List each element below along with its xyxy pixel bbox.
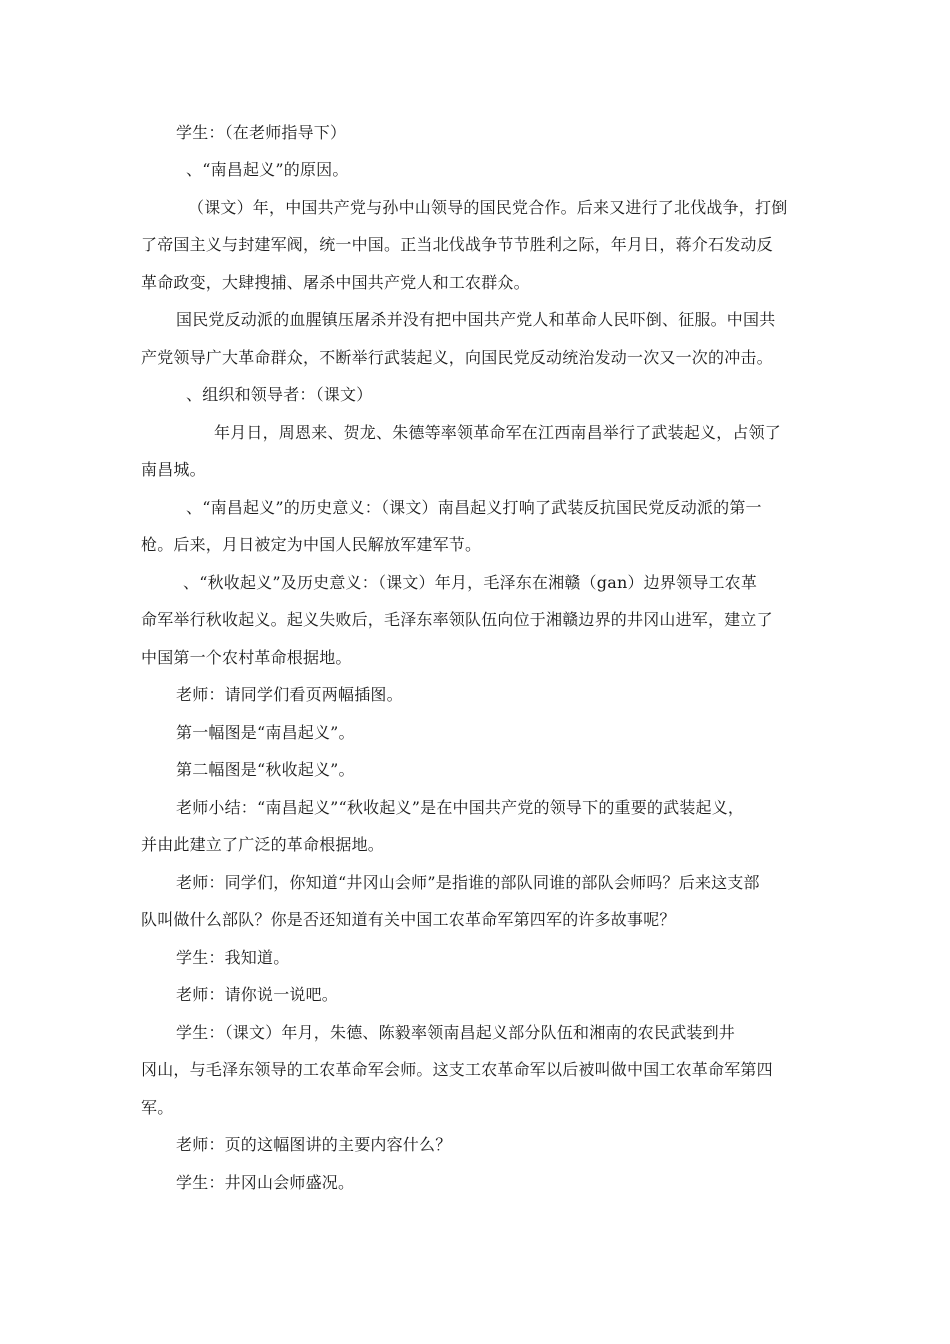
text-line: 并由此建立了广泛的革命根据地。 — [141, 835, 385, 854]
text-line: 学生：（在老师指导下） — [176, 123, 347, 142]
text-line: （课文）年，中国共产党与孙中山领导的国民党合作。后来又进行了北伐战争，打倒 — [188, 198, 788, 217]
text-line: 老师小结：“南昌起义”“秋收起义”是在中国共产党的领导下的重要的武装起义， — [176, 798, 745, 817]
text-line: 产党领导广大革命群众，不断举行武装起义，向国民党反动统治发动一次又一次的冲击。 — [141, 348, 773, 367]
text-line: 枪。后来，月日被定为中国人民解放军建军节。 — [141, 535, 482, 554]
text-line: 命军举行秋收起义。起义失败后，毛泽东率领队伍向位于湘赣边界的井冈山进军，建立了 — [141, 610, 773, 629]
text-line: 学生：我知道。 — [176, 948, 290, 967]
text-line: 、“南昌起义”的原因。 — [186, 160, 349, 179]
text-line: 第二幅图是“秋收起义”。 — [176, 760, 355, 779]
text-line: 中国第一个农村革命根据地。 — [141, 648, 352, 667]
text-line: 军。 — [141, 1098, 174, 1117]
text-line: 老师：请你说一说吧。 — [176, 985, 339, 1004]
text-line: 、“南昌起义”的历史意义：（课文）南昌起义打响了武装反抗国民党反动派的第一 — [186, 498, 762, 517]
text-line: 、组织和领导者：（课文） — [186, 385, 373, 404]
text-line: 学生：（课文）年月，朱德、陈毅率领南昌起义部分队伍和湘南的农民武装到井 — [176, 1023, 736, 1042]
text-line: 国民党反动派的血腥镇压屠杀并没有把中国共产党人和革命人民吓倒、征服。中国共 — [176, 310, 776, 329]
text-line: 老师：请同学们看页两幅插图。 — [176, 685, 403, 704]
text-line: 南昌城。 — [141, 460, 206, 479]
text-line: 老师：同学们，你知道“井冈山会师”是指谁的部队同谁的部队会师吗？后来这支部 — [176, 873, 760, 892]
text-line: 年月日，周恩来、贺龙、朱德等率领革命军在江西南昌举行了武装起义，占领了 — [214, 423, 782, 442]
text-line: 老师：页的这幅图讲的主要内容什么？ — [176, 1135, 452, 1154]
text-line: 、“秋收起义”及历史意义：（课文）年月，毛泽东在湘赣（gan）边界领导工农革 — [183, 573, 758, 592]
text-line: 革命政变，大肆搜捕、屠杀中国共产党人和工农群众。 — [141, 273, 530, 292]
text-line: 了帝国主义与封建军阀，统一中国。正当北伐战争节节胜利之际，年月日，蒋介石发动反 — [141, 235, 773, 254]
text-line: 第一幅图是“南昌起义”。 — [176, 723, 355, 742]
text-line: 冈山，与毛泽东领导的工农革命军会师。这支工农革命军以后被叫做中国工农革命军第四 — [141, 1060, 773, 1079]
text-line: 队叫做什么部队？你是否还知道有关中国工农革命军第四军的许多故事呢？ — [141, 910, 676, 929]
text-line: 学生：井冈山会师盛况。 — [176, 1173, 355, 1192]
